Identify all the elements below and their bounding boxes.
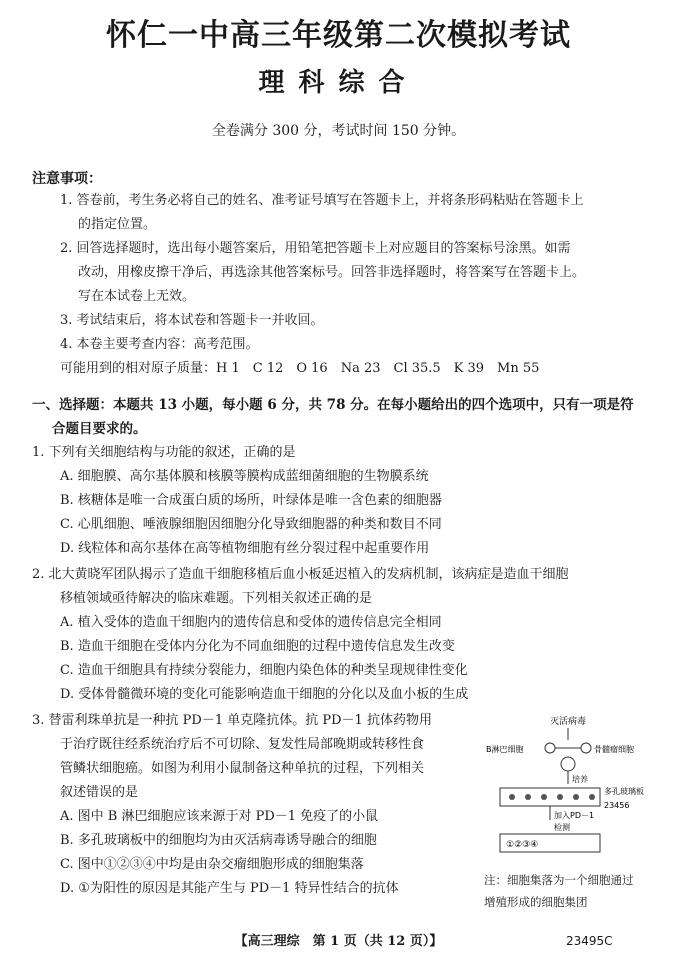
q2-option-a: A. 植入受体的造血干细胞内的遗传信息和受体的遗传信息完全相同	[60, 615, 442, 630]
notice-line: 1. 答卷前，考生务必将自己的姓名、准考证号填写在答题卡上，并将条形码粘贴在答题卡上	[60, 193, 584, 208]
fig-label-count: 23456	[604, 801, 630, 810]
q2-option-d: D. 受体骨髓微环境的变化可能影响造血干细胞的分化以及血小板的生成	[60, 687, 469, 702]
fig-label-plate: 多孔玻璃板	[604, 787, 644, 796]
q2-option-c: C. 造血干细胞具有持续分裂能力，细胞内染色体的种类呈现规律性变化	[60, 663, 468, 678]
exam-code: 23495C	[566, 934, 613, 948]
q1-option-d: D. 线粒体和高尔基体在高等植物细胞有丝分裂过程中起重要作用	[60, 541, 430, 556]
figure-note: 注：细胞集落为一个细胞通过	[484, 873, 634, 887]
hybridoma-diagram	[480, 712, 660, 862]
q1-option-a: A. 细胞膜、高尔基体膜和核膜等膜构成蓝细菌细胞的生物膜系统	[60, 469, 429, 484]
q3-option-d: D. ①为阳性的原因是其能产生与 PD－1 特异性结合的抗体	[60, 881, 399, 896]
q3-stem-cont: 管鳞状细胞癌。如图为利用小鼠制备这种单抗的过程，下列相关	[60, 761, 425, 776]
figure-note-cont: 增殖形成的细胞集团	[484, 895, 588, 909]
q2-stem-cont: 移植领域亟待解决的临床难题。下列相关叙述正确的是	[60, 591, 373, 606]
myeloma-shape	[581, 743, 591, 753]
fig-label-detect: 检测	[554, 823, 570, 832]
notice-line: 4. 本卷主要考查内容：高考范围。	[60, 337, 259, 352]
fig-label-marks: ①②③④	[506, 840, 539, 850]
q3-option-c: C. 图中①②③④中均是由杂交瘤细胞形成的细胞集落	[60, 857, 364, 872]
q3-stem-cont: 于治疗既往经系统治疗后不可切除、复发性局部晚期或转移性食	[60, 737, 425, 752]
section-heading: 一、选择题：本题共 13 小题，每小题 6 分，共 78 分。在每小题给出的四个选项中，只有一项是符	[32, 397, 634, 413]
exam-meta: 全卷满分 300 分，考试时间 150 分钟。	[211, 123, 466, 139]
q1-stem: 1. 下列有关细胞结构与功能的叙述，正确的是	[32, 445, 296, 460]
q1-option-b: B. 核糖体是唯一合成蛋白质的场所，叶绿体是唯一含色素的细胞器	[60, 493, 442, 508]
notice-heading: 注意事项：	[32, 171, 102, 187]
q2-option-b: B. 造血干细胞在受体内分化为不同血细胞的过程中遗传信息发生改变	[60, 639, 455, 654]
section-heading-cont: 合题目要求的。	[52, 421, 147, 437]
notice-line: 改动，用橡皮擦干净后，再选涂其他答案标号。回答非选择题时，将答案写在答题卡上。	[78, 265, 586, 280]
bcell-shape	[545, 743, 555, 753]
notice-line: 2. 回答选择题时，选出每小题答案后，用铅笔把答题卡上对应题目的答案标号涂黑。如需	[60, 241, 571, 256]
fig-label-virus: 灭活病毒	[549, 717, 587, 727]
exam-subtitle: 理科综合	[258, 68, 419, 98]
atomic-mass-line: 可能用到的相对原子质量：H 1 C 12 O 16 Na 23 Cl 35.5 K 39 Mn 55	[60, 361, 540, 376]
q1-option-c: C. 心肌细胞、唾液腺细胞因细胞分化导致细胞器的种类和数目不同	[60, 517, 442, 532]
notice-line: 3. 考试结束后，将本试卷和答题卡一并收回。	[60, 313, 324, 328]
fig-label-bcell: B淋巴细胞	[486, 745, 524, 754]
q3-stem: 3. 替雷利珠单抗是一种抗 PD－1 单克隆抗体。抗 PD－1 抗体药物用	[32, 713, 432, 728]
q3-stem-cont: 叙述错误的是	[60, 785, 139, 800]
fig-label-myeloma: 骨髓瘤细胞	[594, 745, 634, 754]
q3-option-a: A. 图中 B 淋巴细胞应该来源于对 PD－1 免疫了的小鼠	[60, 809, 379, 824]
fig-label-add: 加入PD－1	[554, 811, 595, 820]
notice-line: 的指定位置。	[78, 217, 157, 232]
q3-option-b: B. 多孔玻璃板中的细胞均为由灭活病毒诱导融合的细胞	[60, 833, 377, 848]
exam-title: 怀仁一中高三年级第二次模拟考试	[106, 18, 571, 53]
fused-cell-shape	[561, 757, 575, 771]
footer-label: 【高三理综 第 1 页（共 12 页）】	[234, 934, 443, 949]
fig-label-culture: 培养	[572, 775, 588, 784]
q2-stem: 2. 北大黄晓军团队揭示了造血干细胞移植后血小板延迟植入的发病机制，该病症是造血干细胞	[32, 567, 569, 582]
notice-line: 写在本试卷上无效。	[78, 289, 196, 304]
